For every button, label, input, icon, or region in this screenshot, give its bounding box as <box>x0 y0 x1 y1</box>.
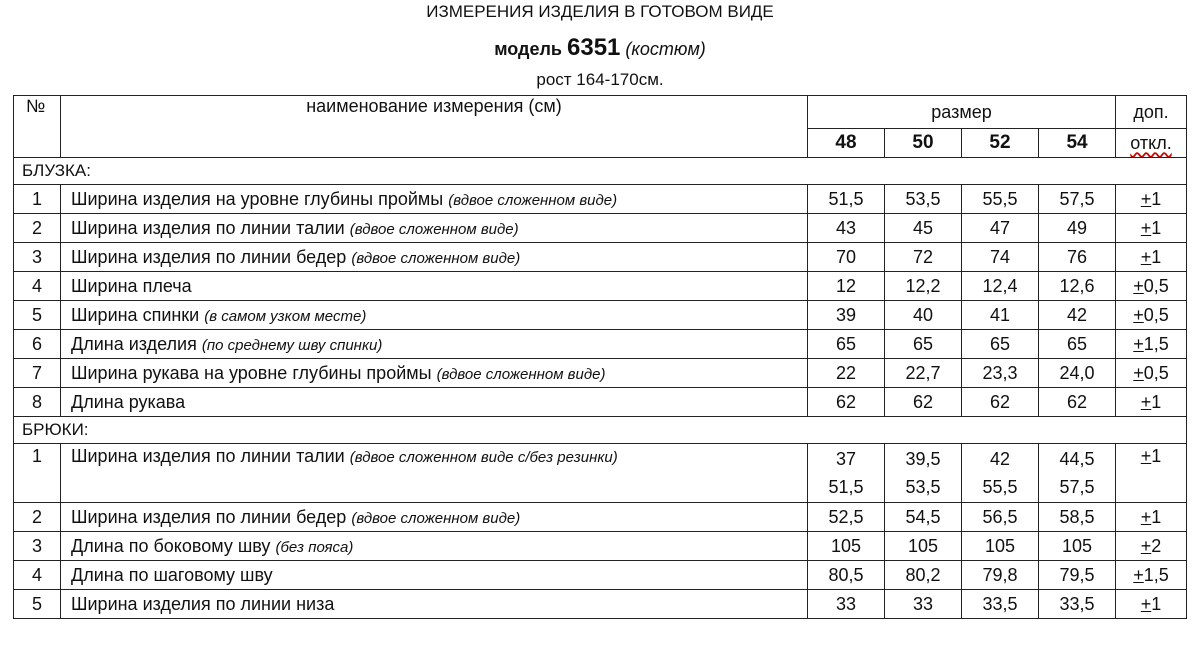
size-value-cell <box>885 330 962 359</box>
measurement-name-cell <box>61 561 808 590</box>
size-value-cell <box>808 359 885 388</box>
measurement-name: Ширина рукава на уровне глубины проймы <box>71 362 432 383</box>
tolerance-sign: + <box>1140 246 1152 267</box>
tolerance-value: 1 <box>1151 246 1162 267</box>
size-value-secondary: 51,5 <box>828 477 864 497</box>
size-value: 22,7 <box>905 362 941 383</box>
row-number: 6 <box>14 330 61 359</box>
size-value: 70 <box>835 246 857 267</box>
table-row <box>14 590 1187 619</box>
row-number: 7 <box>14 359 61 388</box>
section-title: БРЮКИ: <box>14 417 1187 444</box>
document-title: ИЗМЕРЕНИЯ ИЗДЕЛИЯ В ГОТОВОМ ВИДЕ <box>426 2 774 21</box>
measurement-name-cell <box>61 243 808 272</box>
row-number: 2 <box>14 214 61 243</box>
measurement-name-cell <box>61 330 808 359</box>
tolerance-cell <box>1116 590 1187 619</box>
size-value-secondary: 53,5 <box>905 477 941 497</box>
size-value: 41 <box>989 304 1011 325</box>
tolerance-cell <box>1116 301 1187 330</box>
size-value-cell <box>808 444 885 503</box>
tolerance-sign: + <box>1140 446 1152 466</box>
size-value-cell <box>808 532 885 561</box>
size-value: 33,5 <box>982 593 1018 614</box>
size-value: 65 <box>835 333 857 354</box>
measurement-note: (вдвое сложенном виде) <box>349 220 519 238</box>
size-value-cell <box>1039 503 1116 532</box>
tolerance-value: 1 <box>1151 506 1162 527</box>
size-value-cell <box>962 444 1039 503</box>
size-value-cell <box>1039 561 1116 590</box>
size-value: 12,4 <box>982 275 1018 296</box>
measurement-name: Ширина спинки <box>71 304 200 325</box>
measurement-name-cell <box>61 272 808 301</box>
tolerance-sign: + <box>1133 275 1144 296</box>
row-number: 5 <box>14 590 61 619</box>
tolerance-cell <box>1116 561 1187 590</box>
table-row <box>14 214 1187 243</box>
size-value: 79,5 <box>1059 564 1095 585</box>
tolerance-value: 1 <box>1151 593 1162 614</box>
tolerance-sign: + <box>1133 333 1144 354</box>
table-header-row <box>14 96 1187 129</box>
measurement-name: Длина изделия <box>71 333 197 354</box>
measurement-name-cell <box>61 301 808 330</box>
size-value-cell <box>808 214 885 243</box>
size-value: 37 <box>835 449 857 469</box>
size-value-cell <box>1039 330 1116 359</box>
size-value-cell <box>962 185 1039 214</box>
tolerance-sign: + <box>1140 506 1152 527</box>
size-value: 42 <box>1067 304 1088 325</box>
size-value-cell <box>1039 444 1116 503</box>
row-number: 1 <box>14 444 61 503</box>
size-value-cell <box>962 301 1039 330</box>
tolerance-cell <box>1116 214 1187 243</box>
size-value-cell <box>1039 359 1116 388</box>
measurement-name: Ширина изделия по линии бедер <box>71 506 347 527</box>
size-value-cell <box>1039 590 1116 619</box>
size-value-cell <box>808 330 885 359</box>
size-value-cell <box>962 388 1039 417</box>
table-row <box>14 444 1187 503</box>
size-value-cell <box>1039 301 1116 330</box>
measurement-name-cell <box>61 503 808 532</box>
size-value-cell <box>808 561 885 590</box>
tolerance-cell <box>1116 532 1187 561</box>
measurement-name: Ширина изделия на уровне глубины проймы <box>71 188 444 209</box>
tolerance-cell <box>1116 503 1187 532</box>
tolerance-sign: + <box>1140 535 1152 556</box>
tolerance-value: 0,5 <box>1143 362 1169 383</box>
row-number: 3 <box>14 532 61 561</box>
size-value-cell <box>962 532 1039 561</box>
tolerance-value: 1 <box>1151 217 1162 238</box>
size-value: 74 <box>989 246 1011 267</box>
size-value: 76 <box>1067 246 1088 267</box>
size-value-cell <box>962 503 1039 532</box>
size-value-cell <box>885 185 962 214</box>
tolerance-value: 1 <box>1151 446 1162 466</box>
size-value-cell <box>962 243 1039 272</box>
size-value: 80,5 <box>828 564 864 585</box>
measurement-name-cell <box>61 359 808 388</box>
table-row <box>14 185 1187 214</box>
measurement-name-cell <box>61 532 808 561</box>
tolerance-sign: + <box>1140 391 1152 412</box>
table-row <box>14 301 1187 330</box>
size-header: 52 <box>962 129 1039 158</box>
size-value: 49 <box>1067 217 1088 238</box>
row-number: 2 <box>14 503 61 532</box>
col-tol-header: доп. <box>1116 96 1187 129</box>
size-value: 105 <box>984 535 1016 556</box>
tolerance-value: 1 <box>1151 188 1162 209</box>
size-value: 12,6 <box>1059 275 1095 296</box>
row-number: 8 <box>14 388 61 417</box>
measurement-note: (вдвое сложенном виде с/без резинки) <box>349 449 618 466</box>
measurement-note: (вдвое сложенном виде) <box>351 249 521 267</box>
size-value-cell <box>885 444 962 503</box>
size-value-cell <box>885 561 962 590</box>
row-number: 5 <box>14 301 61 330</box>
size-value-cell <box>885 388 962 417</box>
size-value: 105 <box>1061 535 1093 556</box>
section-title: БЛУЗКА: <box>14 158 1187 185</box>
size-value-cell <box>808 388 885 417</box>
model-type: (костюм) <box>625 39 706 59</box>
size-value: 42 <box>989 449 1011 469</box>
size-value: 105 <box>830 535 862 556</box>
measurement-name-cell <box>61 590 808 619</box>
size-value-cell <box>962 561 1039 590</box>
size-value: 40 <box>912 304 934 325</box>
size-value: 62 <box>989 391 1011 412</box>
size-value: 44,5 <box>1059 449 1095 469</box>
measurement-name: Длина по шаговому шву <box>71 564 273 585</box>
size-header: 54 <box>1039 129 1116 158</box>
table-row <box>14 503 1187 532</box>
size-value: 53,5 <box>905 188 941 209</box>
tolerance-cell <box>1116 243 1187 272</box>
size-value: 39 <box>835 304 857 325</box>
measurement-name: Ширина изделия по линии талии <box>71 446 345 466</box>
measurement-note: (по среднему шву спинки) <box>201 336 383 354</box>
table-row <box>14 272 1187 301</box>
measurement-name: Ширина изделия по линии талии <box>71 217 345 238</box>
measurement-name: Длина рукава <box>71 391 186 412</box>
size-value-cell <box>885 214 962 243</box>
height-range: рост 164-170см. <box>536 70 664 89</box>
size-value: 79,8 <box>982 564 1018 585</box>
size-value-cell <box>962 590 1039 619</box>
col-tol-subheader-text: откл. <box>1130 132 1172 153</box>
row-number: 4 <box>14 561 61 590</box>
size-value-cell <box>808 243 885 272</box>
size-value: 80,2 <box>905 564 941 585</box>
measurement-name: Длина по боковому шву <box>71 535 271 556</box>
tolerance-sign: + <box>1133 304 1144 325</box>
size-value-cell <box>808 272 885 301</box>
size-value: 65 <box>1067 333 1088 354</box>
tolerance-value: 1,5 <box>1143 333 1169 354</box>
size-value-cell <box>885 301 962 330</box>
section-header-row <box>14 158 1187 185</box>
size-value: 54,5 <box>905 506 941 527</box>
size-header: 50 <box>885 129 962 158</box>
size-value-cell <box>1039 214 1116 243</box>
size-value-secondary: 55,5 <box>982 477 1018 497</box>
model-number: 6351 <box>567 34 621 61</box>
size-value: 33 <box>912 593 934 614</box>
col-no-header: № <box>14 96 61 158</box>
size-value-cell <box>1039 185 1116 214</box>
size-value-cell <box>885 272 962 301</box>
size-value-cell <box>808 185 885 214</box>
size-value: 47 <box>989 217 1011 238</box>
size-value: 23,3 <box>982 362 1018 383</box>
measurement-name-cell <box>61 185 808 214</box>
size-value-cell <box>885 359 962 388</box>
size-value-cell <box>885 243 962 272</box>
tolerance-sign: + <box>1140 217 1152 238</box>
size-value: 12 <box>835 275 857 296</box>
size-value-cell <box>808 590 885 619</box>
size-value-cell <box>962 330 1039 359</box>
tolerance-cell <box>1116 359 1187 388</box>
size-value-cell <box>1039 243 1116 272</box>
measurement-note: (вдвое сложенном виде) <box>448 191 618 209</box>
size-value: 72 <box>912 246 934 267</box>
model-line <box>0 34 1200 62</box>
measurement-note: (в самом узком месте) <box>204 307 367 325</box>
measurement-name: Ширина изделия по линии бедер <box>71 246 347 267</box>
size-value: 43 <box>835 217 857 238</box>
tolerance-sign: + <box>1133 564 1144 585</box>
table-row <box>14 388 1187 417</box>
tolerance-value: 0,5 <box>1143 304 1169 325</box>
size-value: 65 <box>989 333 1011 354</box>
table-row <box>14 359 1187 388</box>
size-value: 62 <box>1067 391 1088 412</box>
size-value-cell <box>808 301 885 330</box>
measurements-table <box>13 95 1187 619</box>
measurement-note: (вдвое сложенном виде) <box>436 365 606 383</box>
size-value: 62 <box>912 391 934 412</box>
size-value: 45 <box>912 217 934 238</box>
size-value: 33 <box>835 593 857 614</box>
tolerance-value: 0,5 <box>1143 275 1169 296</box>
row-number: 3 <box>14 243 61 272</box>
size-value-cell <box>1039 532 1116 561</box>
size-value: 51,5 <box>828 188 864 209</box>
table-row <box>14 561 1187 590</box>
size-value: 65 <box>912 333 934 354</box>
size-value: 56,5 <box>982 506 1018 527</box>
col-name-header: наименование измерения (см) <box>61 96 808 158</box>
size-header: 48 <box>808 129 885 158</box>
size-value-cell <box>808 503 885 532</box>
size-value: 24,0 <box>1059 362 1095 383</box>
row-number: 1 <box>14 185 61 214</box>
table-row <box>14 243 1187 272</box>
table-row <box>14 532 1187 561</box>
size-value: 58,5 <box>1059 506 1095 527</box>
size-value: 39,5 <box>905 449 941 469</box>
size-value: 57,5 <box>1059 188 1095 209</box>
measurement-note: (вдвое сложенном виде) <box>351 509 521 527</box>
size-value-cell <box>1039 388 1116 417</box>
model-prefix: модель <box>494 39 562 59</box>
measurement-name-cell <box>61 444 808 503</box>
measurement-name: Ширина плеча <box>71 275 192 296</box>
tolerance-cell <box>1116 388 1187 417</box>
size-value: 12,2 <box>905 275 941 296</box>
measurement-note: (без пояса) <box>275 538 354 556</box>
size-value: 55,5 <box>982 188 1018 209</box>
section-header-row <box>14 417 1187 444</box>
table-row <box>14 330 1187 359</box>
size-value: 52,5 <box>828 506 864 527</box>
size-value: 22 <box>835 362 857 383</box>
tolerance-cell <box>1116 330 1187 359</box>
col-tol-subheader <box>1116 129 1187 158</box>
size-value-cell <box>962 272 1039 301</box>
size-value: 105 <box>907 535 939 556</box>
size-value-cell <box>962 214 1039 243</box>
size-value: 33,5 <box>1059 593 1095 614</box>
tolerance-cell <box>1116 444 1187 503</box>
tolerance-value: 2 <box>1151 535 1162 556</box>
tolerance-sign: + <box>1133 362 1144 383</box>
tolerance-value: 1 <box>1151 391 1162 412</box>
tolerance-sign: + <box>1140 593 1152 614</box>
row-number: 4 <box>14 272 61 301</box>
col-size-header: размер <box>808 96 1116 129</box>
size-value-cell <box>962 359 1039 388</box>
size-value-secondary: 57,5 <box>1059 477 1095 497</box>
tolerance-sign: + <box>1140 188 1152 209</box>
size-value: 62 <box>835 391 857 412</box>
size-value-cell <box>1039 272 1116 301</box>
measurement-name-cell <box>61 214 808 243</box>
measurement-name-cell <box>61 388 808 417</box>
measurement-name: Ширина изделия по линии низа <box>71 593 335 614</box>
tolerance-cell <box>1116 185 1187 214</box>
tolerance-cell <box>1116 272 1187 301</box>
tolerance-value: 1,5 <box>1143 564 1169 585</box>
size-value-cell <box>885 532 962 561</box>
size-value-cell <box>885 503 962 532</box>
size-value-cell <box>885 590 962 619</box>
